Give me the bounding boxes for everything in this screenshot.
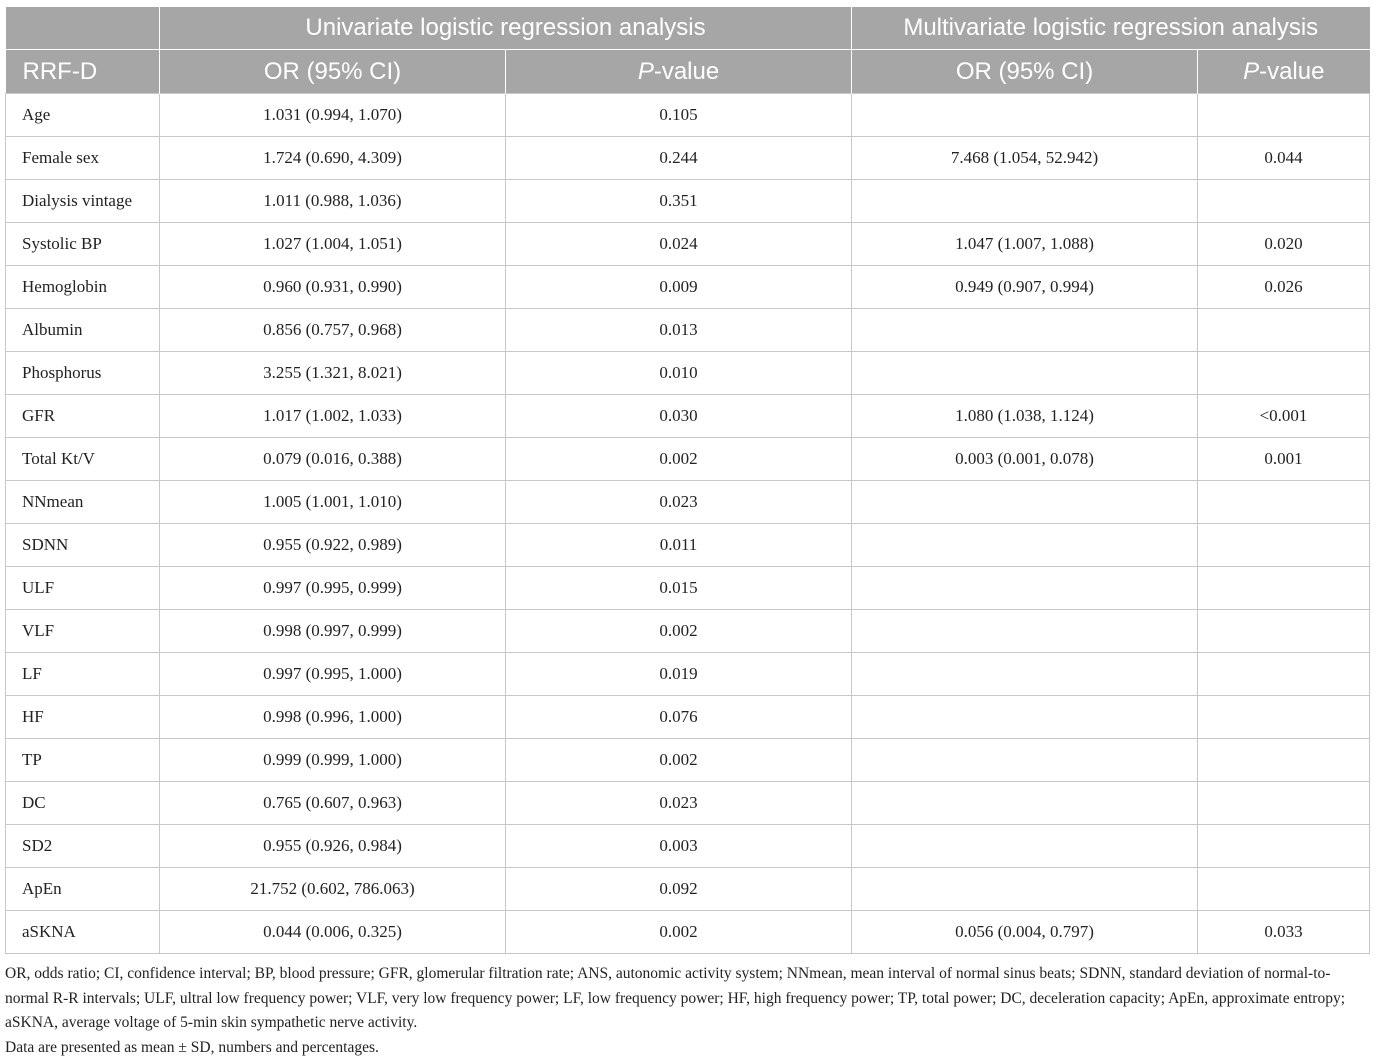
cell-uni-p: 0.002 bbox=[506, 610, 852, 653]
cell-multi-or: 0.949 (0.907, 0.994) bbox=[852, 266, 1198, 309]
table-row bbox=[6, 395, 1370, 438]
column-header-variable: RRF-D bbox=[6, 50, 160, 94]
cell-multi-or bbox=[852, 825, 1198, 868]
table-row bbox=[6, 180, 1370, 223]
cell-multi-or: 7.468 (1.054, 52.942) bbox=[852, 137, 1198, 180]
table-row bbox=[6, 653, 1370, 696]
regression-table bbox=[5, 7, 1370, 954]
cell-uni-p: 0.011 bbox=[506, 524, 852, 567]
cell-variable: VLF bbox=[6, 610, 160, 653]
cell-multi-p bbox=[1198, 610, 1370, 653]
cell-uni-or: 1.017 (1.002, 1.033) bbox=[160, 395, 506, 438]
cell-uni-or: 1.005 (1.001, 1.010) bbox=[160, 481, 506, 524]
table-row bbox=[6, 481, 1370, 524]
cell-variable: TP bbox=[6, 739, 160, 782]
cell-uni-or: 0.960 (0.931, 0.990) bbox=[160, 266, 506, 309]
cell-multi-p bbox=[1198, 825, 1370, 868]
table-row bbox=[6, 352, 1370, 395]
cell-uni-p: 0.002 bbox=[506, 438, 852, 481]
cell-multi-p bbox=[1198, 352, 1370, 395]
cell-uni-or: 0.998 (0.996, 1.000) bbox=[160, 696, 506, 739]
cell-variable: GFR bbox=[6, 395, 160, 438]
cell-uni-or: 0.997 (0.995, 0.999) bbox=[160, 567, 506, 610]
cell-variable: ULF bbox=[6, 567, 160, 610]
cell-multi-p: 0.020 bbox=[1198, 223, 1370, 266]
table-footnotes bbox=[5, 962, 1369, 1060]
cell-multi-or bbox=[852, 782, 1198, 825]
table-row bbox=[6, 825, 1370, 868]
cell-multi-p bbox=[1198, 653, 1370, 696]
table-row bbox=[6, 266, 1370, 309]
cell-multi-or: 1.080 (1.038, 1.124) bbox=[852, 395, 1198, 438]
cell-variable: Phosphorus bbox=[6, 352, 160, 395]
cell-uni-or: 0.955 (0.922, 0.989) bbox=[160, 524, 506, 567]
cell-uni-p: 0.002 bbox=[506, 911, 852, 954]
table-row bbox=[6, 739, 1370, 782]
cell-multi-p: <0.001 bbox=[1198, 395, 1370, 438]
cell-multi-or bbox=[852, 481, 1198, 524]
cell-multi-or bbox=[852, 610, 1198, 653]
table-row bbox=[6, 223, 1370, 266]
cell-uni-p: 0.092 bbox=[506, 868, 852, 911]
cell-uni-p: 0.009 bbox=[506, 266, 852, 309]
cell-variable: Dialysis vintage bbox=[6, 180, 160, 223]
table-row bbox=[6, 911, 1370, 954]
cell-uni-p: 0.010 bbox=[506, 352, 852, 395]
cell-variable: Total Kt/V bbox=[6, 438, 160, 481]
cell-uni-or: 0.765 (0.607, 0.963) bbox=[160, 782, 506, 825]
cell-uni-p: 0.024 bbox=[506, 223, 852, 266]
cell-multi-p: 0.044 bbox=[1198, 137, 1370, 180]
cell-variable: SD2 bbox=[6, 825, 160, 868]
uni-p-italic: P bbox=[637, 57, 654, 85]
cell-uni-or: 0.955 (0.926, 0.984) bbox=[160, 825, 506, 868]
cell-uni-p: 0.244 bbox=[506, 137, 852, 180]
cell-variable: NNmean bbox=[6, 481, 160, 524]
cell-multi-p bbox=[1198, 524, 1370, 567]
cell-uni-or: 0.997 (0.995, 1.000) bbox=[160, 653, 506, 696]
column-header-multi-p bbox=[1198, 50, 1370, 94]
cell-multi-or bbox=[852, 94, 1198, 137]
cell-multi-or bbox=[852, 868, 1198, 911]
cell-variable: SDNN bbox=[6, 524, 160, 567]
uni-p-suffix: -value bbox=[653, 57, 720, 85]
cell-multi-or: 1.047 (1.007, 1.088) bbox=[852, 223, 1198, 266]
cell-uni-p: 0.023 bbox=[506, 481, 852, 524]
multi-p-suffix: -value bbox=[1259, 57, 1325, 85]
group-header-multivariate: Multivariate logistic regression analysis bbox=[852, 7, 1370, 50]
table-row bbox=[6, 438, 1370, 481]
cell-multi-or bbox=[852, 653, 1198, 696]
cell-multi-or: 0.056 (0.004, 0.797) bbox=[852, 911, 1198, 954]
cell-multi-p bbox=[1198, 309, 1370, 352]
table-row bbox=[6, 94, 1370, 137]
cell-multi-p bbox=[1198, 481, 1370, 524]
group-header-univariate: Univariate logistic regression analysis bbox=[160, 7, 852, 50]
cell-multi-p: 0.026 bbox=[1198, 266, 1370, 309]
cell-uni-p: 0.023 bbox=[506, 782, 852, 825]
table-row bbox=[6, 696, 1370, 739]
cell-variable: Age bbox=[6, 94, 160, 137]
table-header bbox=[6, 7, 1370, 94]
cell-uni-p: 0.105 bbox=[506, 94, 852, 137]
table-row bbox=[6, 137, 1370, 180]
cell-multi-p: 0.001 bbox=[1198, 438, 1370, 481]
table-body bbox=[6, 94, 1370, 954]
cell-variable: Albumin bbox=[6, 309, 160, 352]
cell-uni-p: 0.002 bbox=[506, 739, 852, 782]
cell-uni-p: 0.076 bbox=[506, 696, 852, 739]
cell-variable: DC bbox=[6, 782, 160, 825]
footnote-abbreviations: OR, odds ratio; CI, confidence interval; BP, blood pressure; GFR, glomerular filtration rate; ANS, autonomic activity system; NNmean, mean interval of normal sinus beats; SDNN, standard deviation of normal-to-normal R-R intervals; ULF, ultral low frequency power; VLF, very low frequency power; LF, low frequency power; HF, high frequency power; TP, total power; DC, deceleration capacity; ApEn, approximate entropy; aSKNA, average voltage of 5-min skin sympathetic nerve activity. bbox=[5, 965, 1346, 1031]
column-header-row bbox=[6, 50, 1370, 94]
cell-uni-or: 0.044 (0.006, 0.325) bbox=[160, 911, 506, 954]
cell-uni-or: 1.011 (0.988, 1.036) bbox=[160, 180, 506, 223]
cell-uni-p: 0.013 bbox=[506, 309, 852, 352]
cell-uni-or: 21.752 (0.602, 786.063) bbox=[160, 868, 506, 911]
cell-uni-p: 0.030 bbox=[506, 395, 852, 438]
cell-uni-or: 1.724 (0.690, 4.309) bbox=[160, 137, 506, 180]
cell-variable: HF bbox=[6, 696, 160, 739]
cell-uni-or: 0.998 (0.997, 0.999) bbox=[160, 610, 506, 653]
regression-table-container bbox=[5, 7, 1369, 1060]
table-row bbox=[6, 610, 1370, 653]
footnote-data-note: Data are presented as mean ± SD, numbers and percentages. bbox=[5, 1038, 379, 1056]
group-header-blank bbox=[6, 7, 160, 50]
column-header-multi-or: OR (95% CI) bbox=[852, 50, 1198, 94]
cell-variable: Systolic BP bbox=[6, 223, 160, 266]
cell-variable: LF bbox=[6, 653, 160, 696]
cell-multi-or bbox=[852, 180, 1198, 223]
group-header-row bbox=[6, 7, 1370, 50]
table-row bbox=[6, 309, 1370, 352]
table-row bbox=[6, 782, 1370, 825]
cell-multi-or bbox=[852, 567, 1198, 610]
multi-p-italic: P bbox=[1243, 57, 1260, 85]
column-header-uni-p bbox=[506, 50, 852, 94]
table-row bbox=[6, 567, 1370, 610]
cell-multi-or bbox=[852, 309, 1198, 352]
cell-multi-p bbox=[1198, 180, 1370, 223]
cell-uni-p: 0.003 bbox=[506, 825, 852, 868]
cell-multi-p bbox=[1198, 567, 1370, 610]
cell-multi-p: 0.033 bbox=[1198, 911, 1370, 954]
cell-multi-or bbox=[852, 524, 1198, 567]
column-header-uni-or: OR (95% CI) bbox=[160, 50, 506, 94]
cell-variable: ApEn bbox=[6, 868, 160, 911]
cell-uni-or: 0.856 (0.757, 0.968) bbox=[160, 309, 506, 352]
cell-uni-p: 0.015 bbox=[506, 567, 852, 610]
cell-multi-p bbox=[1198, 868, 1370, 911]
cell-variable: Female sex bbox=[6, 137, 160, 180]
cell-uni-or: 0.079 (0.016, 0.388) bbox=[160, 438, 506, 481]
cell-uni-or: 0.999 (0.999, 1.000) bbox=[160, 739, 506, 782]
cell-uni-or: 1.031 (0.994, 1.070) bbox=[160, 94, 506, 137]
cell-multi-p bbox=[1198, 782, 1370, 825]
cell-multi-p bbox=[1198, 739, 1370, 782]
cell-uni-p: 0.019 bbox=[506, 653, 852, 696]
table-row bbox=[6, 524, 1370, 567]
cell-multi-p bbox=[1198, 696, 1370, 739]
cell-multi-or: 0.003 (0.001, 0.078) bbox=[852, 438, 1198, 481]
cell-uni-or: 3.255 (1.321, 8.021) bbox=[160, 352, 506, 395]
table-row bbox=[6, 868, 1370, 911]
cell-multi-or bbox=[852, 739, 1198, 782]
cell-variable: aSKNA bbox=[6, 911, 160, 954]
cell-multi-or bbox=[852, 352, 1198, 395]
cell-uni-p: 0.351 bbox=[506, 180, 852, 223]
cell-variable: Hemoglobin bbox=[6, 266, 160, 309]
cell-multi-p bbox=[1198, 94, 1370, 137]
cell-uni-or: 1.027 (1.004, 1.051) bbox=[160, 223, 506, 266]
cell-multi-or bbox=[852, 696, 1198, 739]
